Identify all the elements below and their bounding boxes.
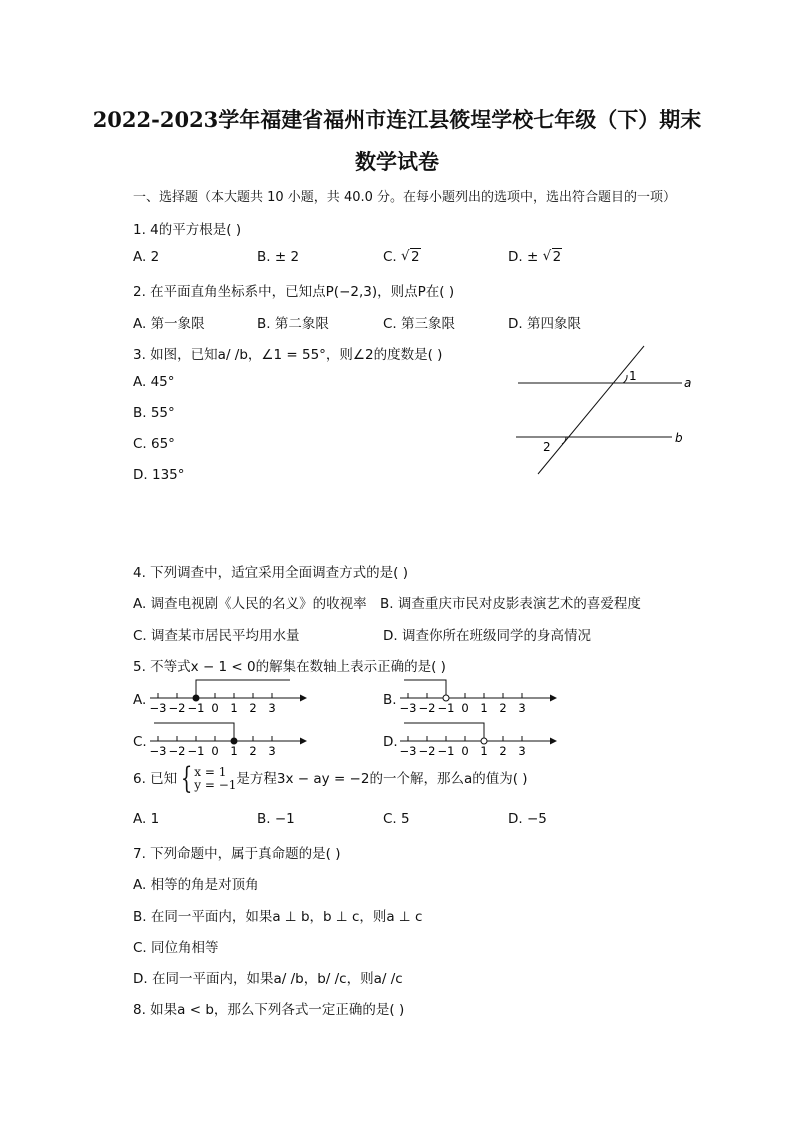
q1-option-c (383, 249, 421, 265)
q5-stem: 5. 不等式x − 1 < 0的解集在数轴上表示正确的是( ) (133, 659, 446, 675)
title-line-2: 数学试卷 (355, 149, 439, 174)
q2-option-c: C. 第三象限 (383, 316, 456, 332)
q5-option-d-label: D. (383, 734, 398, 750)
tick-label: 3 (518, 744, 526, 757)
sqrt-symbol (401, 249, 421, 265)
tick-label: 3 (268, 701, 276, 714)
q1-stem: 1. 4的平方根是( ) (133, 222, 242, 238)
label-2: 2 (543, 440, 551, 454)
q3-option-d: D. 135° (133, 467, 185, 483)
closed-point (193, 695, 199, 701)
q6-prefix: 6. 已知 (133, 771, 178, 787)
q5-option-a-label: A. (133, 692, 147, 708)
q1-option-b: B. ± 2 (257, 249, 300, 265)
q6-option-b: B. −1 (257, 811, 295, 827)
tick-label: 1 (480, 744, 488, 757)
q7-option-c: C. 同位角相等 (133, 940, 219, 956)
q7-option-a: A. 相等的角是对顶角 (133, 877, 259, 893)
tick-label: 1 (480, 701, 488, 714)
q7-stem: 7. 下列命题中，属于真命题的是( ) (133, 846, 341, 862)
q2-option-d: D. 第四象限 (508, 316, 581, 332)
equation-system (177, 761, 237, 796)
tick-label: 3 (518, 701, 526, 714)
tick-label: −2 (168, 701, 186, 714)
q2-option-b: B. 第二象限 (257, 316, 329, 332)
label-a: a (684, 376, 692, 390)
axis-arrow (300, 738, 307, 745)
transversal (538, 346, 644, 474)
q6-eq2: y = −1 (194, 778, 237, 792)
q6-eq1: x = 1 (194, 765, 227, 779)
axis-arrow (300, 695, 307, 702)
tick-label: 2 (499, 701, 507, 714)
angle-2-arc (562, 437, 566, 444)
q4-option-a: A. 调查电视剧《人民的名义》的收视率 (133, 596, 367, 612)
solution-ray (154, 723, 234, 741)
q3-option-c: C. 65° (133, 436, 175, 452)
q4-option-d: D. 调查你所在班级同学的身高情况 (383, 628, 591, 644)
q6-suffix: 是方程3x − ay = −2的一个解，那么a的值为( ) (236, 771, 528, 787)
tick-label: 0 (461, 701, 469, 714)
tick-label: −2 (168, 744, 186, 757)
q3-option-a: A. 45° (133, 374, 175, 390)
q1-option-d (508, 249, 562, 265)
solution-ray (404, 723, 484, 741)
q5-number-line-c (150, 721, 310, 757)
q8-stem: 8. 如果a < b，那么下列各式一定正确的是( ) (133, 1002, 405, 1018)
tick-label: 3 (268, 744, 276, 757)
title-line-1: 2022-2023学年福建省福州市连江县筱埕学校七年级（下）期末 (92, 107, 702, 132)
sqrt-symbol (543, 249, 563, 265)
q6-option-c: C. 5 (383, 811, 410, 827)
q1-option-d-radicand: 2 (552, 249, 562, 265)
q3-figure (510, 340, 700, 480)
tick-label: −3 (400, 744, 417, 757)
q7-option-d: D. 在同一平面内，如果a/ /b，b/ /c，则a/ /c (133, 971, 403, 987)
tick-label: 2 (499, 744, 507, 757)
label-1: 1 (629, 369, 637, 383)
q6-option-a: A. 1 (133, 811, 160, 827)
q7-option-b: B. 在同一平面内，如果a ⊥ b，b ⊥ c，则a ⊥ c (133, 909, 423, 925)
q5-number-line-d (400, 721, 560, 757)
q5-option-c-label: C. (133, 734, 147, 750)
tick-label: −3 (150, 701, 167, 714)
tick-label: 0 (211, 701, 219, 714)
solution-ray (404, 680, 446, 698)
tick-label: 0 (461, 744, 469, 757)
tick-label: −1 (437, 744, 455, 757)
tick-label: 0 (211, 744, 219, 757)
brace-symbol: { (180, 761, 193, 796)
tick-label: −2 (418, 701, 436, 714)
section-heading: 一、选择题（本大题共 10 小题，共 40.0 分。在每小题列出的选项中，选出符合题目的一项） (133, 190, 677, 205)
q6-stem (133, 761, 528, 796)
label-b: b (675, 431, 683, 445)
q1-option-c-radicand: 2 (411, 249, 420, 265)
angle-1-arc (623, 375, 627, 383)
q5-number-line-b (400, 678, 560, 714)
q1-option-a: A. 2 (133, 249, 160, 265)
solution-ray (196, 680, 290, 698)
q4-stem: 4. 下列调查中，适宜采用全面调查方式的是( ) (133, 565, 408, 581)
q4-option-b: B. 调查重庆市民对皮影表演艺术的喜爱程度 (380, 596, 641, 612)
q3-stem: 3. 如图，已知a/ /b，∠1 = 55°，则∠2的度数是( ) (133, 347, 443, 363)
tick-label: −1 (437, 701, 455, 714)
tick-label: −1 (187, 701, 205, 714)
open-point (443, 695, 449, 701)
tick-label: 1 (230, 701, 238, 714)
tick-label: 2 (249, 701, 257, 714)
q1-option-d-label: D. ± (508, 249, 539, 265)
tick-label: −3 (150, 744, 167, 757)
tick-label: −3 (400, 701, 417, 714)
q2-stem: 2. 在平面直角坐标系中，已知点P(−2,3)，则点P在( ) (133, 284, 455, 300)
tick-label: 1 (230, 744, 238, 757)
q5-option-b-label: B. (383, 692, 397, 708)
tick-label: −1 (187, 744, 205, 757)
q3-option-b: B. 55° (133, 405, 175, 421)
axis-arrow (550, 695, 557, 702)
q2-option-a: A. 第一象限 (133, 316, 205, 332)
tick-label: 2 (249, 744, 257, 757)
q6-option-d: D. −5 (508, 811, 547, 827)
q1-option-c-label: C. (383, 249, 397, 265)
tick-label: −2 (418, 744, 436, 757)
open-point (481, 738, 487, 744)
q4-option-c: C. 调查某市居民平均用水量 (133, 628, 300, 644)
q5-number-line-a (150, 678, 310, 714)
axis-arrow (550, 738, 557, 745)
closed-point (231, 738, 237, 744)
